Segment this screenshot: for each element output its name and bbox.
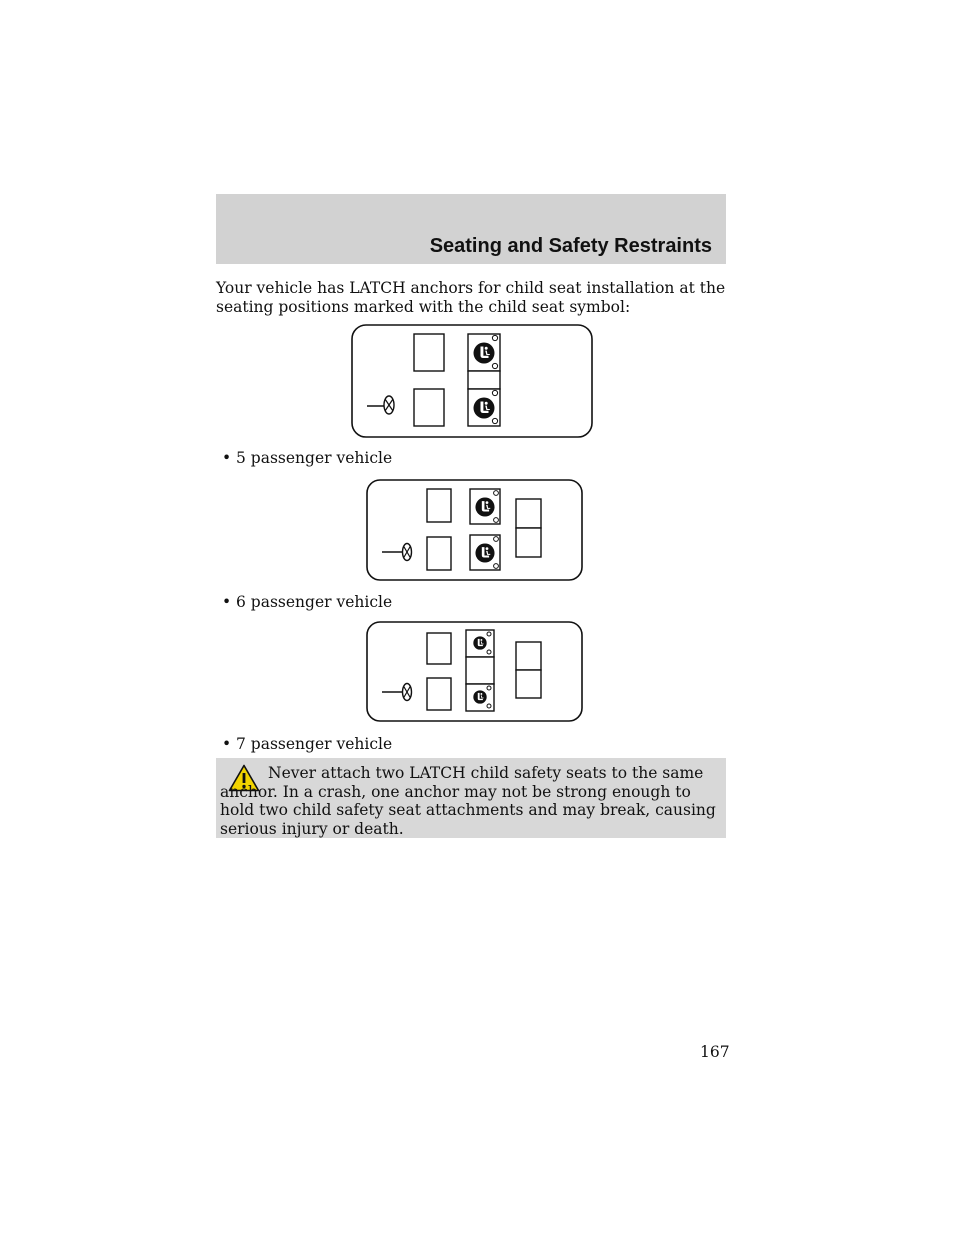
steering-wheel-icon: [403, 684, 412, 701]
seat-front-passenger: [414, 334, 444, 371]
seat-driver: [414, 389, 444, 426]
caption-7-passenger: [222, 735, 392, 754]
seat-rear-left: [516, 528, 541, 557]
anchor-icon: [487, 632, 491, 636]
anchor-icon: [492, 335, 497, 340]
anchor-icon: [494, 564, 499, 569]
child-seat-icon: [473, 636, 486, 649]
vehicle-diagram-7-passenger: [366, 621, 585, 724]
bullet: •: [222, 593, 232, 611]
vehicle-diagram-5-passenger: [351, 324, 595, 440]
seat-front-passenger: [427, 633, 451, 664]
anchor-icon: [492, 390, 497, 395]
anchor-icon: [492, 363, 497, 368]
seat-driver: [427, 678, 451, 710]
child-seat-icon: [475, 497, 494, 516]
caption-text: 5 passenger vehicle: [236, 449, 393, 467]
anchor-icon: [487, 704, 491, 708]
header-band: [216, 194, 726, 264]
bullet: •: [222, 735, 232, 753]
seat-rear-right: [516, 499, 541, 528]
anchor-icon: [487, 686, 491, 690]
anchor-icon: [494, 491, 499, 496]
caption-5-passenger: [222, 449, 392, 468]
bullet: •: [222, 449, 232, 467]
warning-text: Never attach two LATCH child safety seats to the same anchor. In a crash, one anchor may not be strong enough to hold two child safety seat attachments and may break, causing serious injury or death.: [220, 764, 716, 838]
anchor-icon: [487, 650, 491, 654]
intro-paragraph: Your vehicle has LATCH anchors for child seat installation at the seating positions marked with the child seat symbol:: [216, 279, 726, 316]
caption-6-passenger: [222, 593, 392, 612]
section-title: Seating and Safety Restraints: [429, 235, 712, 257]
child-seat-icon: [474, 398, 495, 419]
caption-text: 6 passenger vehicle: [236, 593, 393, 611]
seat-rear-center: [468, 371, 500, 389]
steering-wheel-icon: [384, 396, 394, 414]
anchor-icon: [492, 418, 497, 423]
seat-rear-right: [516, 642, 541, 670]
seat-rear-left: [516, 670, 541, 698]
anchor-icon: [494, 537, 499, 542]
steering-wheel-icon: [403, 544, 412, 561]
vehicle-diagram-6-passenger: [366, 479, 585, 583]
child-seat-icon: [475, 543, 494, 562]
warning-box: [216, 758, 726, 838]
caption-text: 7 passenger vehicle: [236, 735, 393, 753]
seat-middle-center: [466, 657, 494, 684]
child-seat-icon: [473, 690, 486, 703]
seat-driver: [427, 537, 451, 570]
anchor-icon: [494, 518, 499, 523]
seat-front-passenger: [427, 489, 451, 522]
child-seat-icon: [474, 343, 495, 364]
page-number: 167: [700, 1043, 730, 1061]
